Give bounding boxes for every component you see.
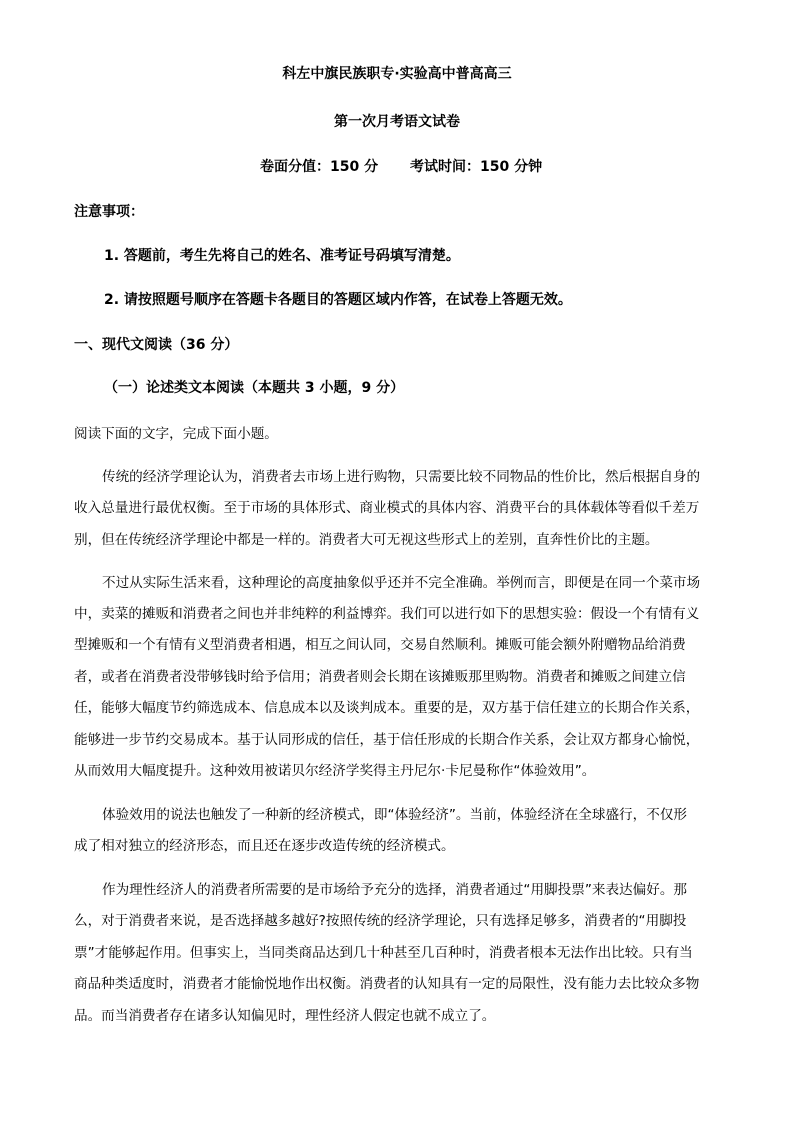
note-item: 1. 答题前，考生先将自己的姓名、准考证号码填写清楚。: [104, 248, 460, 264]
passage-line: 中，卖菜的摊贩和消费者之间也并非纯粹的利益博弈。我们可以进行如下的思想实验：假设一个有情有义: [74, 606, 700, 622]
exam-duration: 考试时间：150 分钟: [410, 159, 543, 175]
passage-line: 能够进一步节约交易成本。基于认同形成的信任，基于信任形成的长期合作关系，会让双方都身心愉悦，: [74, 732, 700, 748]
passage-line: 品。而当消费者存在诸多认知偏见时，理性经济人假定也就不成立了。: [74, 1008, 496, 1024]
notes-heading: 注意事项：: [74, 204, 144, 220]
passage-line: 不过从实际生活来看，这种理论的高度抽象似乎还并不完全准确。举例而言，即便是在同一个菜市场: [102, 575, 701, 591]
passage-line: 成了相对独立的经济形态，而且还在逐步改造传统的经济模式。: [74, 838, 455, 854]
passage-line: 从而效用大幅度提升。这种效用被诺贝尔经济学奖得主丹尼尔·卡尼曼称作“体验效用”。: [74, 763, 596, 779]
note-item: 2. 请按照题号顺序在答题卡各题目的答题区域内作答，在试卷上答题无效。: [104, 292, 572, 308]
passage-line: 传统的经济学理论认为，消费者去市场上进行购物，只需要比较不同物品的性价比，然后根据自身的: [102, 469, 701, 485]
passage-line: 商品种类适度时，消费者才能愉悦地作出权衡。消费者的认知具有一定的局限性，没有能力去比较众多物: [74, 976, 700, 992]
subsection-heading: （一）论述类文本阅读（本题共 3 小题，9 分）: [104, 380, 405, 396]
passage-line: 收入总量进行最优权衡。至于市场的具体形式、商业模式的具体内容、消费平台的具体载体等看似千差万: [74, 500, 700, 516]
passage-line: 别，但在传统经济学理论中都是一样的。消费者大可无视这些形式上的差别，直奔性价比的主题。: [74, 532, 659, 548]
exam-title-line2: 第一次月考语文试卷: [334, 114, 460, 130]
exam-title-line1: 科左中旗民族职专·实验高中普高高三: [282, 66, 512, 82]
passage-line: 作为理性经济人的消费者所需要的是市场给予充分的选择，消费者通过“用脚投票”来表达偏好。那: [102, 882, 688, 898]
passage-line: 任，能够大幅度节约筛选成本、信息成本以及谈判成本。重要的是，双方基于信任建立的长期合作关系，: [74, 700, 700, 716]
passage-line: 者，或者在消费者没带够钱时给予信用；消费者则会长期在该摊贩那里购物。消费者和摊贩之间建立信: [74, 669, 686, 685]
reading-instruction: 阅读下面的文字，完成下面小题。: [74, 426, 278, 442]
section-heading: 一、现代文阅读（36 分）: [74, 337, 239, 353]
passage-line: 么，对于消费者来说，是否选择越多越好?按照传统的经济学理论，只有选择足够多，消费者的“用脚投: [74, 913, 687, 929]
passage-line: 体验效用的说法也触发了一种新的经济模式，即“体验经济”。当前，体验经济在全球盛行，不仅形: [102, 807, 688, 823]
passage-line: 票”才能够起作用。但事实上，当同类商品达到几十种甚至几百种时，消费者根本无法作出比较。只有当: [74, 945, 693, 961]
total-score: 卷面分值：150 分: [260, 159, 379, 175]
passage-line: 型摊贩和一个有情有义型消费者相遇，相互之间认同，交易自然顺利。摊贩可能会额外附赠物品给消费: [74, 637, 686, 653]
